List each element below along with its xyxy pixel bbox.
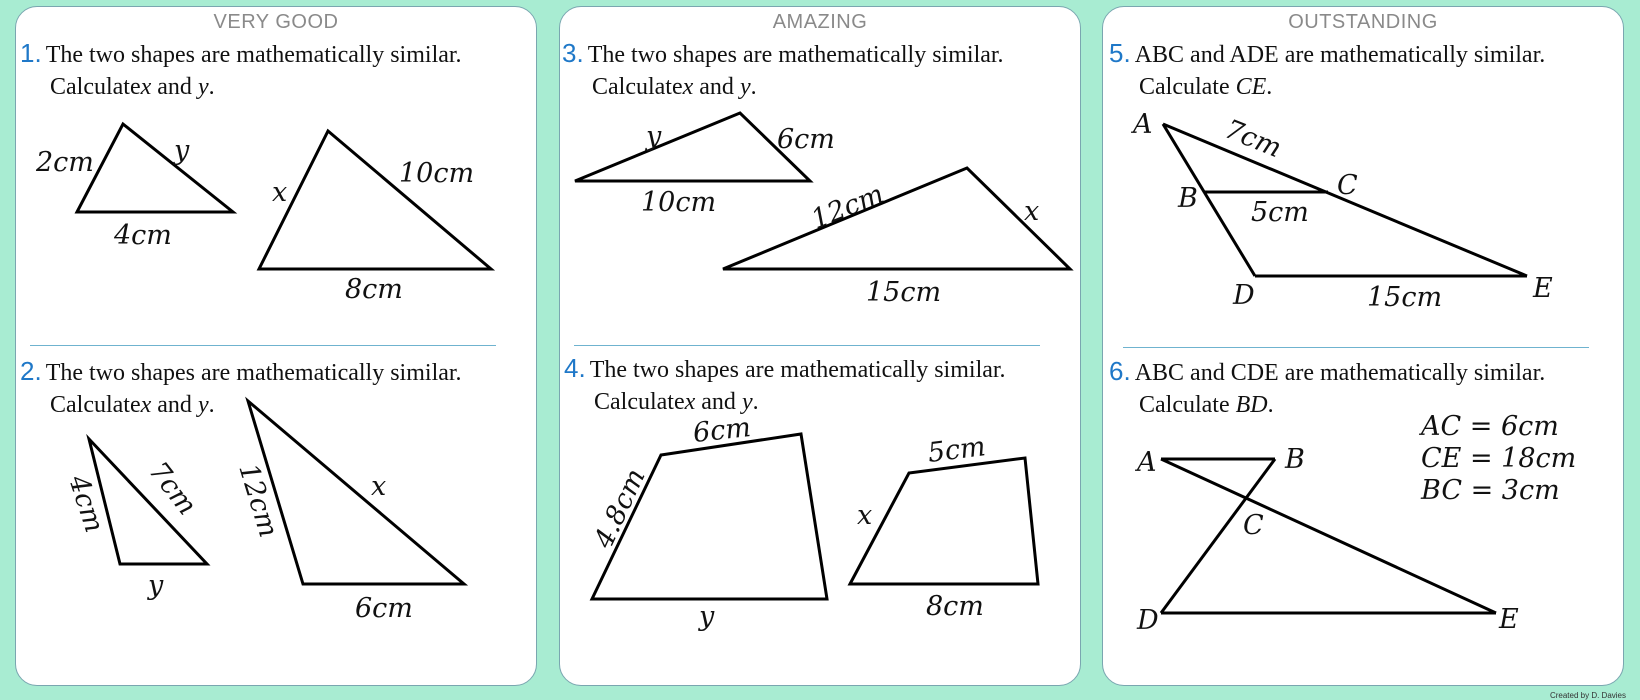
and-word: and [157,392,192,418]
question-number: 4. [564,353,586,383]
calculate-word: Calculate [592,74,683,100]
label-small-base: 10cm [641,187,717,218]
question-text: The two shapes are mathematically similar. [45,42,462,68]
var-y: y [741,389,753,415]
label-big-top: 6cm [691,412,753,449]
and-word: and [157,74,192,100]
label-AC: 7cm [1220,113,1286,165]
panel-title: AMAZING [772,11,868,33]
calculate-word: Calculate [1139,392,1230,418]
period: . [750,74,757,100]
label-big-left: 4.8cm [588,464,652,553]
question-text: ABC and CDE are mathematically similar. [1134,360,1546,386]
var-x: x [140,74,152,100]
var-x: x [140,392,152,418]
var-x: x [684,389,696,415]
calculate-word: Calculate [594,389,685,415]
vertex-C: C [1243,510,1264,541]
label-small-base: 8cm [926,591,984,622]
label-BC: 5cm [1251,197,1309,228]
question-text: The two shapes are mathematically similar. [45,360,462,386]
label-small-left: 4cm [62,471,110,537]
label-small-right: y [174,135,190,166]
label-big-left: x [272,177,288,208]
vertex-A: A [1133,109,1153,140]
period: . [208,392,215,418]
given-BC: BC = 3cm [1421,475,1560,506]
small-quadrilateral [850,458,1038,584]
period: . [208,74,215,100]
label-small-top: 5cm [926,431,988,469]
var-y: y [197,74,209,100]
label-small-base: 4cm [114,220,172,251]
question-text: The two shapes are mathematically similar. [587,42,1004,68]
question-text: ABC and ADE are mathematically similar. [1134,42,1546,68]
question-text: The two shapes are mathematically similar. [589,357,1006,383]
panel-title: VERY GOOD [213,11,339,33]
credit-text: Created by D. Davies [1549,691,1626,700]
label-big-top: 12cm [807,178,889,236]
vertex-E: E [1533,273,1553,304]
period: . [1267,392,1274,418]
var-y: y [197,392,209,418]
given-CE: CE = 18cm [1421,443,1577,474]
label-small-left: x [857,500,873,531]
period: . [1266,74,1273,100]
vertex-D: D [1233,280,1255,311]
panel-very-good [15,6,537,686]
calculate-word: Calculate [1139,74,1230,100]
var-x: x [682,74,694,100]
panel-amazing [559,6,1081,686]
calculate-word: Calculate [50,392,141,418]
label-small-left: 2cm [36,147,94,178]
vertex-D: D [1137,605,1159,636]
label-big-base: y [699,601,715,632]
figure-q6 [1103,7,1625,687]
calculate-word: Calculate [50,74,141,100]
question-number: 3. [562,38,584,68]
given-AC: AC = 6cm [1421,411,1559,442]
vertex-A: A [1137,447,1157,478]
label-small-top: y [646,121,662,152]
label-DE: 15cm [1367,282,1443,313]
label-big-left: 12cm [232,459,284,541]
label-big-hyp: x [371,471,387,502]
panel-outstanding [1102,6,1624,686]
vertex-B: B [1178,183,1198,214]
question-number: 2. [20,356,42,386]
var-y: y [739,74,751,100]
var-bd: BD [1235,392,1268,418]
label-small-hyp: 7cm [142,456,203,521]
big-triangle [248,401,464,584]
and-word: and [699,74,734,100]
label-big-right: 10cm [399,158,475,189]
vertex-C: C [1337,170,1358,201]
vertex-E: E [1499,604,1519,635]
panel-title: OUTSTANDING [1288,11,1438,33]
question-number: 1. [20,38,42,68]
var-ce: CE [1235,74,1267,100]
figure-q2 [16,7,538,687]
label-big-base: 15cm [866,277,942,308]
period: . [752,389,759,415]
question-number: 5. [1109,38,1131,68]
and-word: and [701,389,736,415]
vertex-B: B [1285,444,1305,475]
label-small-right: 6cm [777,124,835,155]
question-number: 6. [1109,356,1131,386]
label-big-base: 6cm [355,593,413,624]
label-big-base: 8cm [345,274,403,305]
label-small-base: y [148,570,164,601]
figure-q4 [560,7,1082,687]
label-big-right: x [1024,196,1040,227]
